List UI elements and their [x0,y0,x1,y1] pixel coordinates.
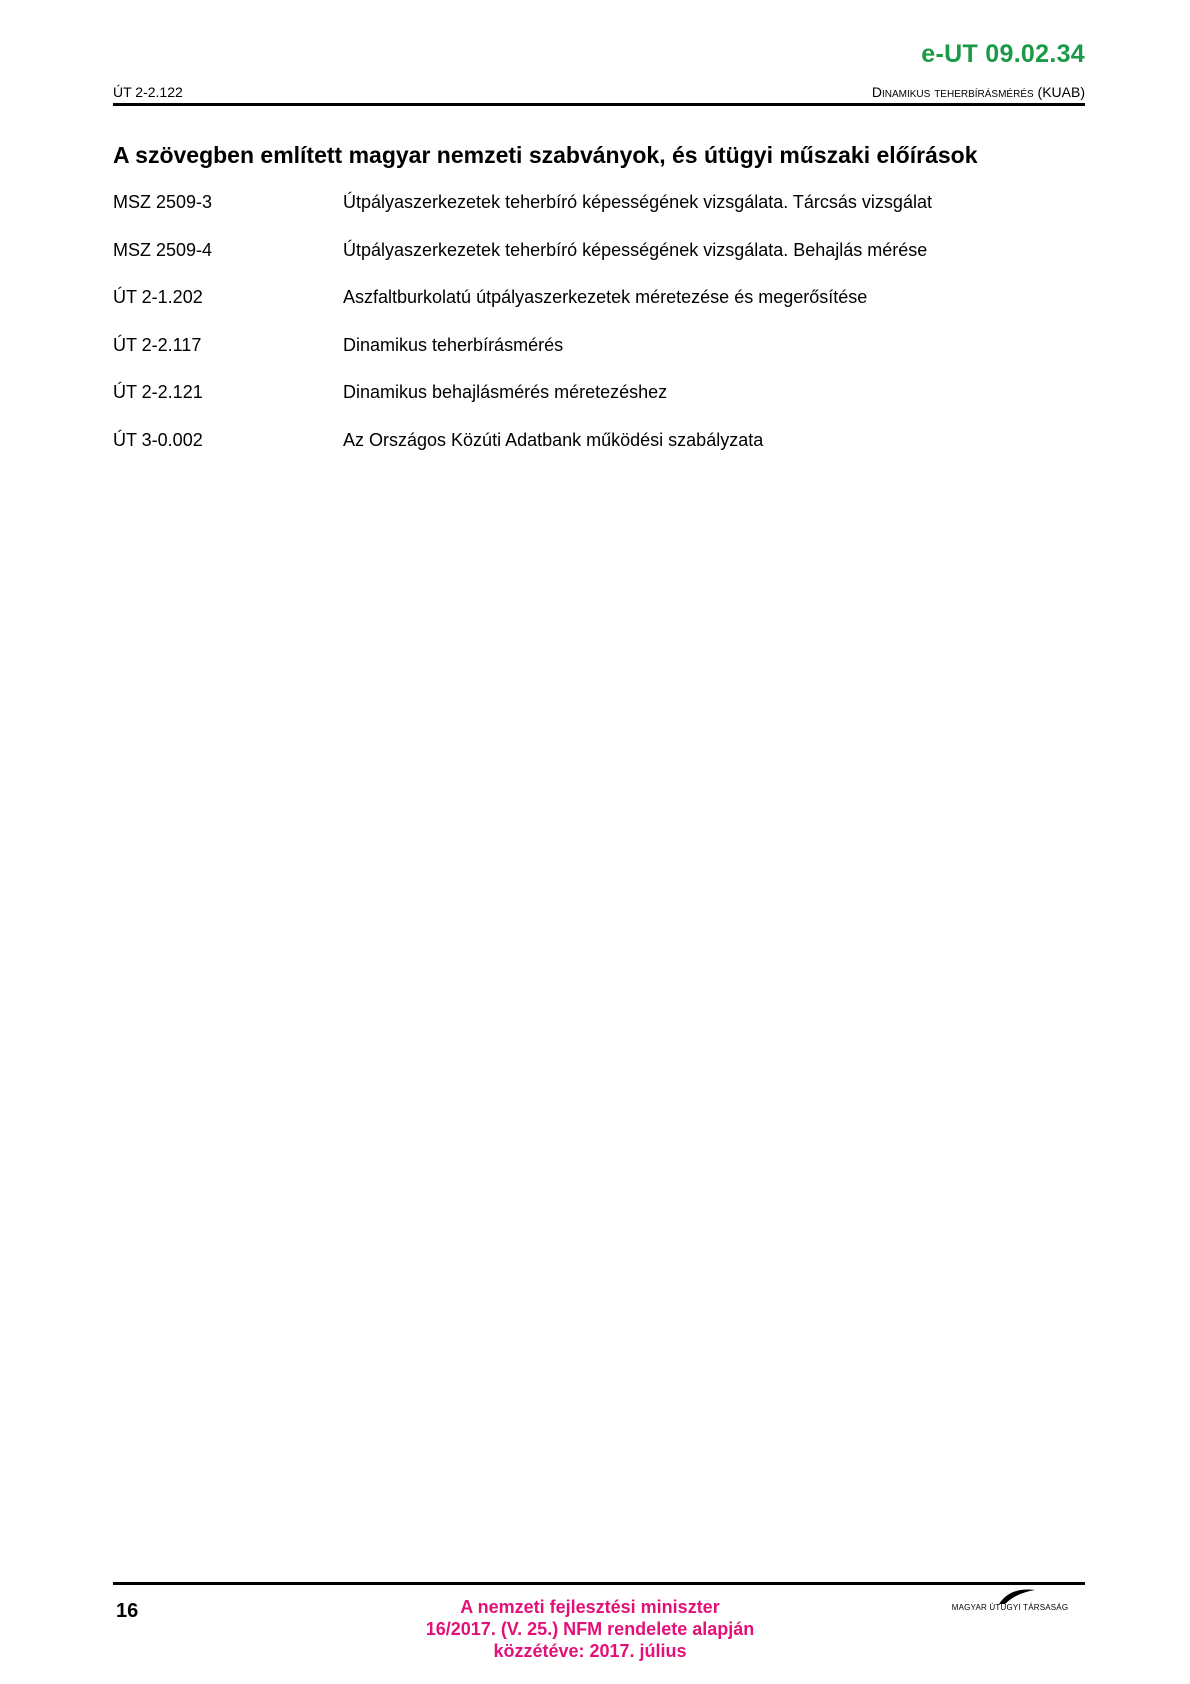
reference-code: ÚT 3-0.002 [113,429,203,450]
reference-list [113,192,1013,477]
footer-line-3: közzétéve: 2017. július [493,1641,687,1661]
reference-title: Dinamikus behajlásmérés méretezéshez [343,382,668,402]
section-title: A szövegben említett magyar nemzeti szabványok, és útügyi műszaki előírások [113,142,978,168]
reference-code: MSZ 2509-4 [113,239,213,260]
logo-text: MAGYAR ÚTÜGYI TÁRSASÁG [951,1603,1069,1612]
document-code: e-UT 09.02.34 [921,40,1085,68]
reference-row [113,430,1013,478]
reference-title: Útpályaszerkezetek teherbíró képességének vizsgálata. Behajlás mérése [343,239,928,260]
reference-row [113,382,1013,430]
reference-row [113,192,1013,240]
reference-code: ÚT 2-2.121 [113,382,203,402]
society-logo [935,1586,1085,1626]
page-number: 16 [116,1600,139,1622]
reference-code: MSZ 2509-3 [113,192,213,212]
reference-title: Dinamikus teherbírásmérés [343,334,564,355]
reference-title: Aszfaltburkolatú útpályaszerkezetek méretezése és megerősítése [343,287,868,307]
footer-divider [113,1582,1085,1585]
header-document-title: Dinamikus teherbírásmérés (KUAB) [871,84,1085,100]
reference-row [113,335,1013,383]
reference-code: ÚT 2-2.117 [113,334,202,355]
header-standard-id: ÚT 2-2.122 [113,84,183,100]
footer-line-2: 16/2017. (V. 25.) NFM rendelete alapján [425,1619,755,1639]
footer-line-1: A nemzeti fejlesztési miniszter [460,1597,720,1617]
reference-row [113,240,1013,288]
reference-row [113,287,1013,335]
footer-publication-note [380,1596,800,1662]
reference-title: Az Országos Közúti Adatbank működési szabályzata [343,429,764,450]
reference-code: ÚT 2-1.202 [113,287,203,307]
header-divider [113,103,1085,106]
reference-title: Útpályaszerkezetek teherbíró képességének vizsgálata. Tárcsás vizsgálat [343,192,932,212]
page-header [113,84,1085,104]
